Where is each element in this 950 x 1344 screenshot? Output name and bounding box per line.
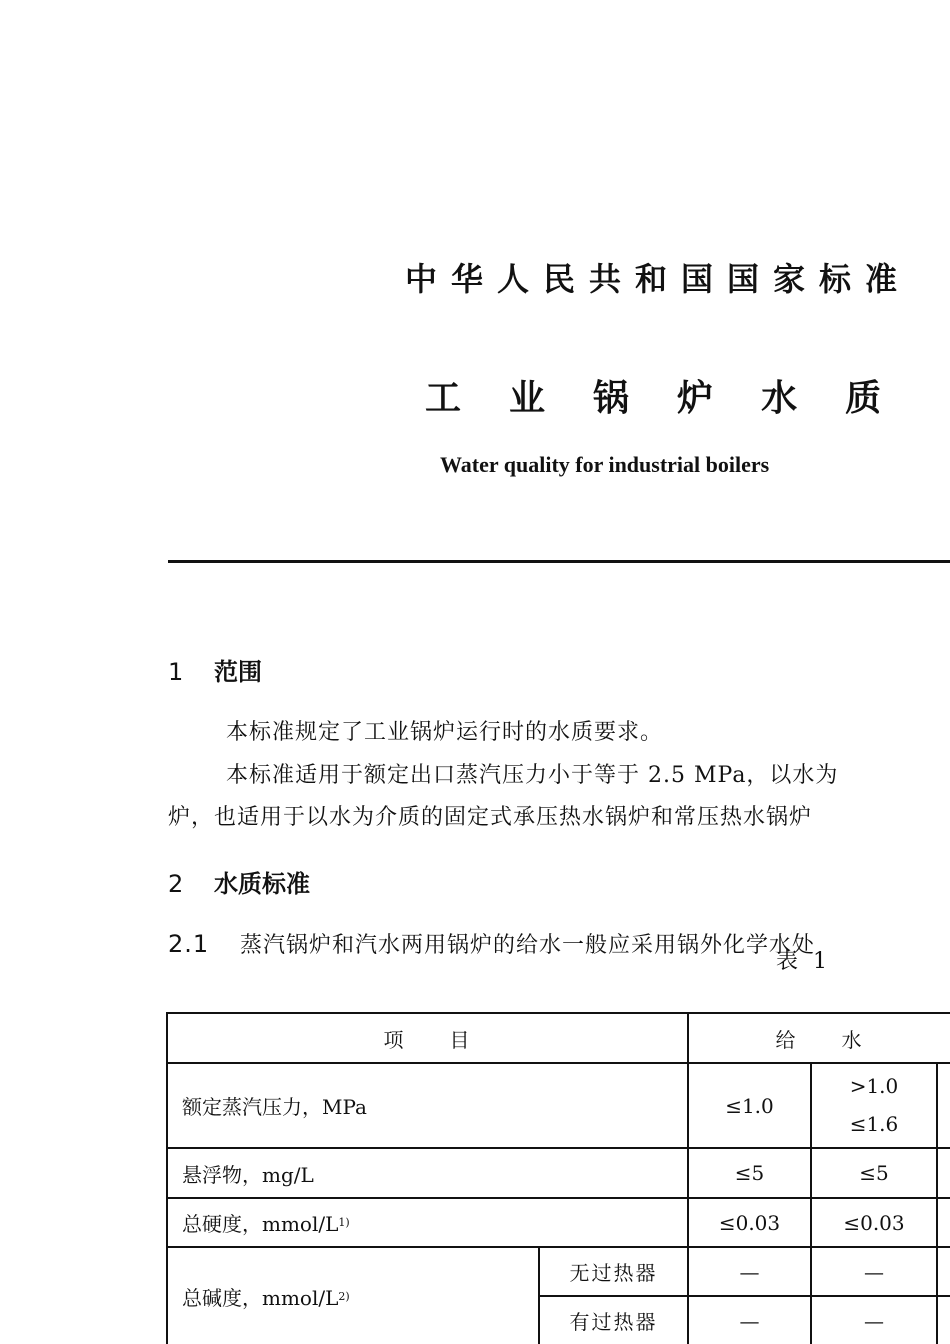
footnote-marker: 1)	[338, 1216, 350, 1229]
title-char: 工	[425, 378, 510, 419]
table-cell: ≤5	[734, 1161, 765, 1185]
table-cell: ≤0.03	[718, 1210, 781, 1235]
table-cell: ≤0.03	[843, 1210, 905, 1235]
document-title	[425, 370, 929, 421]
table-border	[936, 1062, 938, 1344]
section-2-1-paragraph	[168, 928, 815, 959]
sub-row-label: 有过热器	[569, 1310, 658, 1334]
table-cell: —	[864, 1259, 884, 1284]
footnote-marker: 2)	[338, 1289, 350, 1303]
title-char: 炉	[677, 378, 762, 419]
title-char: 质	[845, 378, 930, 419]
section-text: 蒸汽锅炉和汽水两用锅炉的给水一般应采用锅外化学水处	[240, 933, 816, 958]
table-cell: —	[739, 1308, 760, 1333]
table-cell: —	[864, 1308, 884, 1333]
table-cell: ≤1.0	[725, 1093, 774, 1118]
table-cell: —	[739, 1259, 760, 1284]
sub-row-label: 无过热器	[569, 1261, 658, 1285]
section-title: 范围	[214, 658, 262, 686]
title-char: 锅	[593, 378, 678, 419]
section-number: 2.1	[168, 930, 210, 958]
table-header-feed-water: 给 水	[775, 1027, 864, 1052]
title-char: 水	[761, 378, 846, 419]
header-divider	[168, 560, 950, 563]
row-label: 额定蒸汽压力，MPa	[182, 1095, 367, 1119]
section-1-paragraph-2-line-2: 炉，也适用于以水为介质的固定式承压热水锅炉和常压热水锅炉	[168, 805, 813, 830]
row-label	[182, 1199, 682, 1246]
row-label	[182, 1248, 532, 1344]
table-cell: >1.0	[849, 1074, 899, 1098]
section-1-paragraph-2-line-1: 本标准适用于额定出口蒸汽压力小于等于 2.5 MPa，以水为	[226, 763, 839, 788]
section-number: 2	[168, 870, 184, 898]
row-label: 悬浮物，mg/L	[182, 1162, 314, 1187]
row-label-text: 总碱度，mmol/L	[182, 1285, 339, 1310]
table-cell: ≤5	[859, 1161, 889, 1185]
section-title: 水质标准	[214, 870, 310, 898]
table-cell: ≤1.6	[849, 1112, 899, 1136]
section-2-heading	[168, 864, 310, 899]
table-caption: 表 1	[776, 949, 831, 974]
section-number: 1	[168, 658, 184, 686]
title-char: 业	[509, 378, 594, 419]
national-standard-title: 中华人民共和国国家标准	[405, 260, 912, 298]
row-label-text: 总硬度，mmol/L	[182, 1212, 339, 1236]
english-title: Water quality for industrial boilers	[440, 452, 770, 477]
table-header-item: 项 目	[383, 1027, 472, 1052]
section-1-paragraph-1: 本标准规定了工业锅炉运行时的水质要求。	[226, 720, 664, 745]
section-1-heading	[168, 652, 262, 687]
